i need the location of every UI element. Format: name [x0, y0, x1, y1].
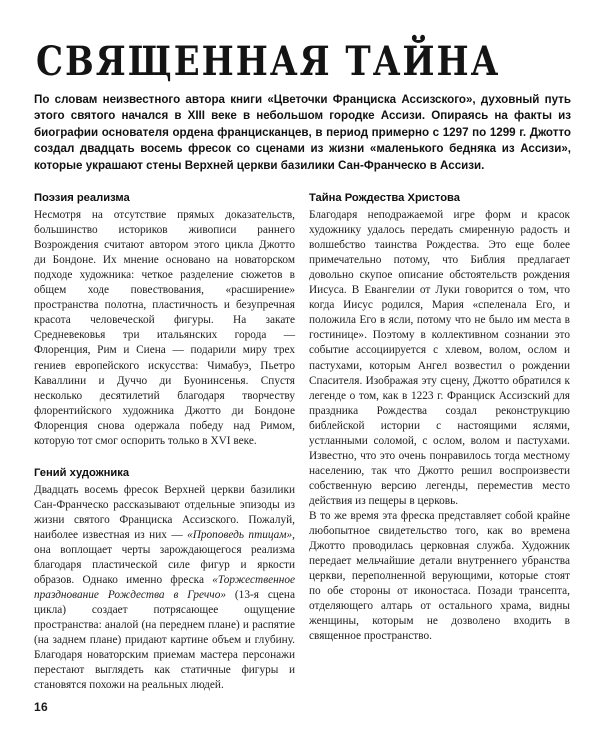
- section-heading-genius-of-the-artist: Гений художника: [34, 466, 130, 479]
- body-text-run: (13-я сцена цикла) создает потрясающее ощущение пространства: аналой (на переднем плане) и распятие (на заднем плане) придают картине объем и глубину. Благодаря новаторским приемам мастера персонажи перестают выглядеть как статичные фигуры и становятся похожи на реальных людей.: [34, 589, 295, 692]
- body-text-run: , она воплощает черты зарождающегося реализма благодаря пластической силе фигур и яркости образов. Однако именно фреска: [34, 528, 295, 587]
- body-text-run: Двадцать восемь фресок Верхней церкви базилики Сан-Франческо рассказывают отдельные эпизоды из жизни святого Франциска Ассизского. Пожалуй, наиболее известная из них —: [34, 483, 295, 541]
- section-body-mystery-of-the-nativity-part-1: Благодаря неподражаемой игре форм и красок художнику удалось передать смиренную радость и волшебство таинства Рождества. Это еще более примечательно потому, что Библия предлагает довольно скупое описание обстоятельств рождения Иисуса. В Евангелии от Луки говорится о том, что когда Иисус родился, Мария «спеленала Его, и положила Его в ясли, потому что не было им места в гостинице». Поэтому в коллективном сознании это событие ассоциируется с хлевом, волом, ослом и пастухами, которым Ангел возвестил о рождении Спасителя. Изображая эту сцену, Джотто обратился к легенде о том, как в 1223 г. Франциск Ассизский для праздника Рождества создал реконструкцию библейской истории с настоящими яслями, устланными соломой, с ослом, волом и пастухами. Известно, что это очень понравилось тогда местному населению, так что Джотто решил воспроизвести собственную версию легенды, переместив место действия из пещеры в церковь.: [309, 209, 570, 507]
- section-body-poetry-of-realism: Несмотря на отсутствие прямых доказательств, большинство историков живописи раннего Возрождения считают автором этого цикла Джотто ди Бондоне. Их мнение основано на новаторском подходе художника: четкое разделение сюжетов в общем ходе повествования, «расширение» пространства полотна, пластичность и безупречная красота человеческой фигуры. На закате Средневековья три итальянских города — Флоренция, Рим и Сиена — подарили миру трех гениев европейского искусства: Чимабуэ, Пьетро Каваллини и Дуччо ди Буонинсенья. Спустя несколько десятилетий благодаря творчеству флорентийского художника Джотто ди Бондоне Флоренция снова одержала победу над Римом, которую тот смог оспорить только в XVI веке.: [34, 209, 295, 447]
- section-body-mystery-of-the-nativity-part-2: В то же время эта фреска представляет собой крайне любопытное свидетельство того, как во времена Джотто проводилась церковная служба. Художник передает мельчайшие детали внутреннего убранства церкви, переполненной верующими, которые стоят по обе стороны от иконостаса. Позади трансепта, отделяющего алтарь от остального храма, видны женщины, которым не дозволено входить в священное пространство.: [309, 509, 570, 643]
- two-column-body: [34, 191, 571, 693]
- right-column: [309, 191, 570, 693]
- page-number: 16: [34, 700, 48, 714]
- page-title: СВЯЩЕННАЯ ТАЙНА: [36, 38, 501, 86]
- artwork-title-sermon-to-the-birds: «Проповедь птицам»: [187, 528, 293, 541]
- section-heading-mystery-of-the-nativity: Тайна Рождества Христова: [309, 192, 460, 205]
- section-heading-poetry-of-realism: Поэзия реализма: [34, 192, 130, 205]
- intro-paragraph: По словам неизвестного автора книги «Цветочки Франциска Ассизского», духовный путь этого святого начался в XIII веке в небольшом городке Ассизи. Опираясь на факты из биографии основателя ордена францисканцев, в период примерно с 1297 по 1299 г. Джотто создал двадцать восемь фресок со сценами из жизни «маленького бедняка из Ассизи», которые украшают стены Верхней церкви базилики Сан-Франческо в Ассизи.: [34, 93, 571, 172]
- section-body-genius-of-the-artist: [34, 483, 295, 694]
- left-column: [34, 191, 295, 693]
- artwork-title-nativity-at-greccio: «Торжественное празднование Рождества в Греччо»: [34, 574, 295, 602]
